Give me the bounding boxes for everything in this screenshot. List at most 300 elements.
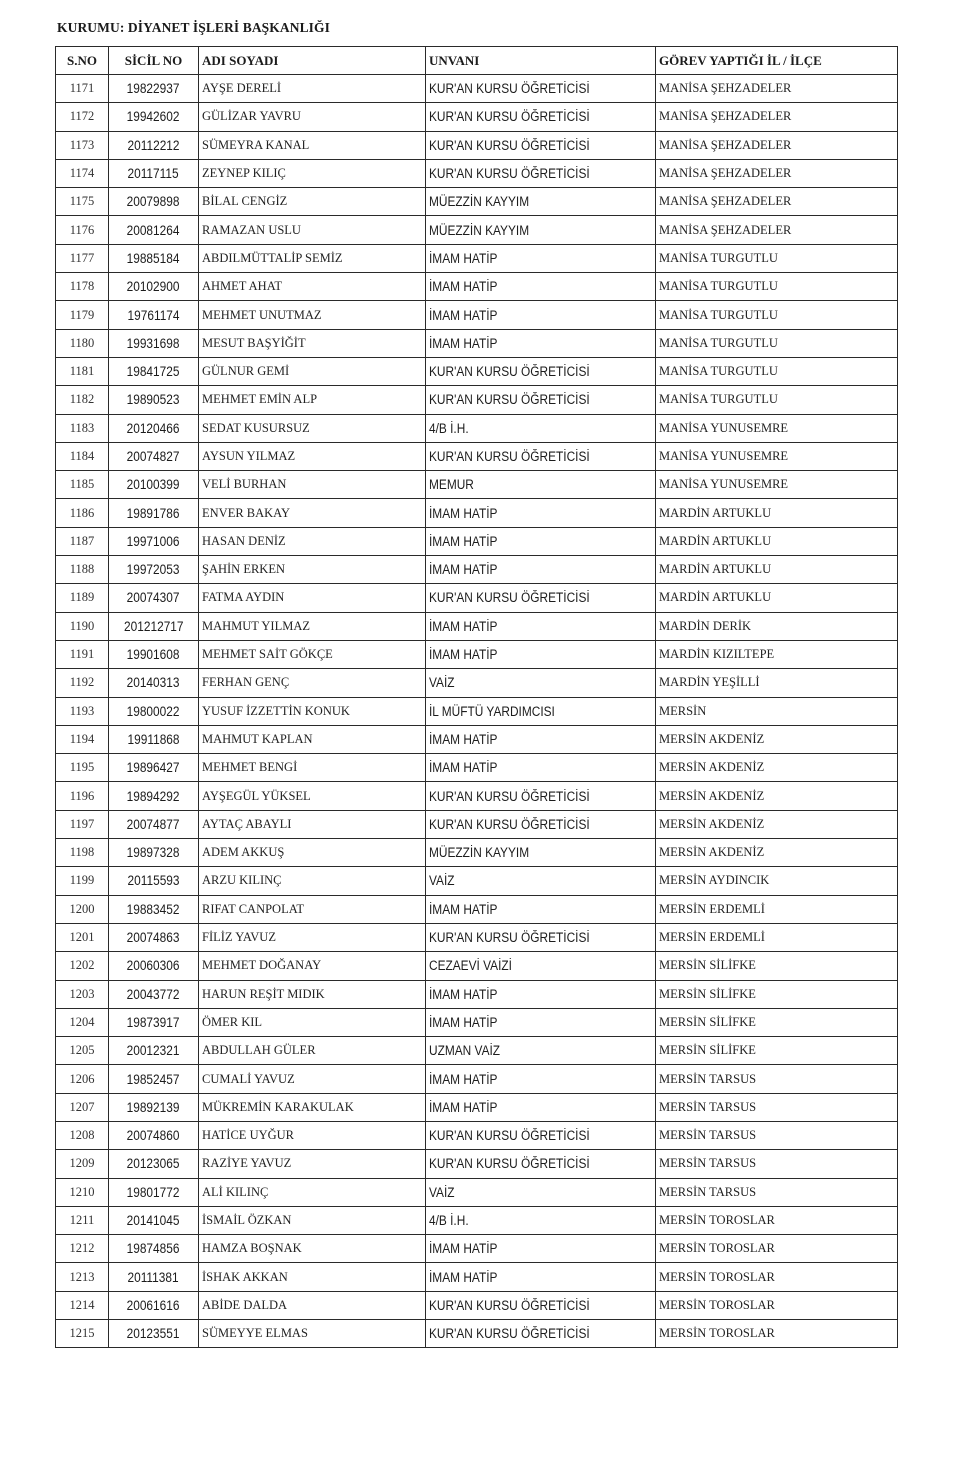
cell-sno: 1202 bbox=[56, 952, 109, 980]
cell-sicil-no-text: 20074863 bbox=[127, 930, 180, 946]
cell-unvani bbox=[426, 725, 656, 753]
cell-gorev-yeri: MARDİN YEŞİLLİ bbox=[656, 669, 898, 697]
cell-gorev-yeri: MERSİN TOROSLAR bbox=[656, 1291, 898, 1319]
table-row bbox=[56, 216, 898, 244]
cell-unvani-text: MEMUR bbox=[429, 477, 474, 493]
cell-sicil-no-text: 19841725 bbox=[127, 364, 180, 380]
cell-unvani bbox=[426, 442, 656, 470]
cell-unvani-text: MÜEZZİN KAYYIM bbox=[429, 194, 530, 210]
cell-sicil-no bbox=[109, 895, 199, 923]
cell-sicil-no-text: 201212717 bbox=[123, 618, 184, 634]
cell-sno: 1175 bbox=[56, 188, 109, 216]
cell-sicil-no-text: 20074307 bbox=[127, 590, 180, 606]
cell-sicil-no-text: 19852457 bbox=[127, 1071, 180, 1087]
cell-adi-soyadi: RAMAZAN USLU bbox=[199, 216, 426, 244]
cell-unvani-text: VAİZ bbox=[429, 1184, 455, 1200]
cell-unvani bbox=[426, 867, 656, 895]
cell-sno: 1200 bbox=[56, 895, 109, 923]
cell-sicil-no-text: 20074877 bbox=[127, 816, 180, 832]
table-header-row bbox=[56, 47, 898, 75]
cell-sicil-no bbox=[109, 273, 199, 301]
cell-sno: 1180 bbox=[56, 329, 109, 357]
cell-unvani-text: İMAM HATİP bbox=[429, 335, 498, 351]
cell-adi-soyadi: BİLAL CENGİZ bbox=[199, 188, 426, 216]
cell-sno: 1198 bbox=[56, 839, 109, 867]
cell-unvani-text: KUR'AN KURSU ÖĞRETİCİSİ bbox=[429, 1128, 590, 1144]
cell-unvani bbox=[426, 159, 656, 187]
header-gorev-yeri: GÖREV YAPTIĞI İL / İLÇE bbox=[656, 47, 898, 75]
cell-adi-soyadi: ZEYNEP KILIÇ bbox=[199, 159, 426, 187]
table-row bbox=[56, 75, 898, 103]
cell-gorev-yeri: MERSİN TARSUS bbox=[656, 1178, 898, 1206]
cell-unvani-text: KUR'AN KURSU ÖĞRETİCİSİ bbox=[429, 166, 590, 182]
cell-sno: 1183 bbox=[56, 414, 109, 442]
cell-gorev-yeri: MANİSA ŞEHZADELER bbox=[656, 188, 898, 216]
cell-sicil-no-text: 20141045 bbox=[127, 1213, 180, 1229]
table-row bbox=[56, 442, 898, 470]
cell-gorev-yeri: MARDİN ARTUKLU bbox=[656, 556, 898, 584]
cell-adi-soyadi: MAHMUT YILMAZ bbox=[199, 612, 426, 640]
cell-sno: 1196 bbox=[56, 782, 109, 810]
cell-gorev-yeri: MERSİN SİLİFKE bbox=[656, 1037, 898, 1065]
cell-sicil-no bbox=[109, 612, 199, 640]
cell-unvani bbox=[426, 1263, 656, 1291]
cell-unvani-text: KUR'AN KURSU ÖĞRETİCİSİ bbox=[429, 449, 590, 464]
header-sno: S.NO bbox=[56, 47, 109, 75]
cell-adi-soyadi: AHMET AHAT bbox=[199, 273, 426, 301]
cell-unvani-text: İMAM HATİP bbox=[429, 307, 498, 323]
cell-unvani bbox=[426, 612, 656, 640]
cell-sicil-no-text: 20140313 bbox=[127, 675, 180, 691]
table-row bbox=[56, 1037, 898, 1065]
cell-sno: 1192 bbox=[56, 669, 109, 697]
cell-sno: 1182 bbox=[56, 386, 109, 414]
cell-adi-soyadi: MEHMET DOĞANAY bbox=[199, 952, 426, 980]
table-row bbox=[56, 669, 898, 697]
table-row bbox=[56, 1150, 898, 1178]
cell-unvani-text: VAİZ bbox=[429, 675, 455, 691]
cell-unvani-text: KUR'AN KURSU ÖĞRETİCİSİ bbox=[429, 392, 590, 408]
cell-gorev-yeri: MANİSA TURGUTLU bbox=[656, 357, 898, 385]
cell-adi-soyadi: MEHMET UNUTMAZ bbox=[199, 301, 426, 329]
cell-sicil-no-text: 19901608 bbox=[127, 647, 180, 663]
cell-sicil-no-text: 19891786 bbox=[127, 505, 180, 521]
cell-sicil-no bbox=[109, 244, 199, 272]
cell-gorev-yeri: MARDİN ARTUKLU bbox=[656, 584, 898, 612]
cell-adi-soyadi: VELİ BURHAN bbox=[199, 471, 426, 499]
cell-gorev-yeri: MANİSA TURGUTLU bbox=[656, 301, 898, 329]
cell-sno: 1215 bbox=[56, 1320, 109, 1348]
cell-adi-soyadi: CUMALİ YAVUZ bbox=[199, 1065, 426, 1093]
cell-unvani bbox=[426, 188, 656, 216]
cell-unvani bbox=[426, 471, 656, 499]
cell-unvani-text: KUR'AN KURSU ÖĞRETİCİSİ bbox=[429, 816, 590, 832]
cell-adi-soyadi: ALİ KILINÇ bbox=[199, 1178, 426, 1206]
cell-sicil-no-text: 19801772 bbox=[127, 1184, 180, 1200]
cell-sno: 1190 bbox=[56, 612, 109, 640]
cell-adi-soyadi: AYŞE DERELİ bbox=[199, 75, 426, 103]
cell-gorev-yeri: MERSİN TOROSLAR bbox=[656, 1263, 898, 1291]
cell-sno: 1206 bbox=[56, 1065, 109, 1093]
cell-gorev-yeri: MANİSA YUNUSEMRE bbox=[656, 442, 898, 470]
cell-unvani-text: İMAM HATİP bbox=[429, 562, 498, 578]
table-row bbox=[56, 867, 898, 895]
cell-sno: 1201 bbox=[56, 923, 109, 951]
cell-unvani bbox=[426, 1178, 656, 1206]
cell-adi-soyadi: İSHAK AKKAN bbox=[199, 1263, 426, 1291]
cell-sno: 1191 bbox=[56, 640, 109, 668]
table-row bbox=[56, 1065, 898, 1093]
cell-sicil-no bbox=[109, 669, 199, 697]
cell-adi-soyadi: FATMA AYDIN bbox=[199, 584, 426, 612]
cell-sicil-no bbox=[109, 1178, 199, 1206]
cell-sno: 1211 bbox=[56, 1206, 109, 1234]
cell-adi-soyadi: İSMAİL ÖZKAN bbox=[199, 1206, 426, 1234]
cell-adi-soyadi: YUSUF İZZETTİN KONUK bbox=[199, 697, 426, 725]
cell-sicil-no bbox=[109, 1263, 199, 1291]
cell-unvani bbox=[426, 414, 656, 442]
cell-gorev-yeri: MERSİN AKDENİZ bbox=[656, 754, 898, 782]
cell-sno: 1174 bbox=[56, 159, 109, 187]
cell-gorev-yeri: MERSİN ERDEMLİ bbox=[656, 923, 898, 951]
cell-sno: 1193 bbox=[56, 697, 109, 725]
cell-adi-soyadi: HAMZA BOŞNAK bbox=[199, 1235, 426, 1263]
cell-sno: 1177 bbox=[56, 244, 109, 272]
cell-sno: 1210 bbox=[56, 1178, 109, 1206]
cell-unvani bbox=[426, 1320, 656, 1348]
cell-sicil-no-text: 20074860 bbox=[127, 1128, 180, 1144]
cell-gorev-yeri: MANİSA TURGUTLU bbox=[656, 386, 898, 414]
cell-unvani bbox=[426, 1291, 656, 1319]
cell-unvani bbox=[426, 980, 656, 1008]
cell-gorev-yeri: MERSİN AKDENİZ bbox=[656, 839, 898, 867]
cell-adi-soyadi: SÜMEYRA KANAL bbox=[199, 131, 426, 159]
cell-unvani bbox=[426, 1121, 656, 1149]
table-row bbox=[56, 273, 898, 301]
cell-sicil-no-text: 19883452 bbox=[127, 901, 180, 917]
cell-adi-soyadi: FİLİZ YAVUZ bbox=[199, 923, 426, 951]
cell-gorev-yeri: MARDİN ARTUKLU bbox=[656, 499, 898, 527]
cell-sicil-no bbox=[109, 301, 199, 329]
cell-gorev-yeri: MERSİN TOROSLAR bbox=[656, 1320, 898, 1348]
cell-sno: 1184 bbox=[56, 442, 109, 470]
cell-sicil-no bbox=[109, 442, 199, 470]
cell-sicil-no bbox=[109, 725, 199, 753]
cell-unvani-text: İMAM HATİP bbox=[429, 1071, 498, 1087]
cell-sicil-no-text: 19897328 bbox=[127, 845, 180, 861]
cell-unvani bbox=[426, 1093, 656, 1121]
table-row bbox=[56, 301, 898, 329]
cell-gorev-yeri: MANİSA TURGUTLU bbox=[656, 273, 898, 301]
table-row bbox=[56, 810, 898, 838]
cell-adi-soyadi: ARZU KILINÇ bbox=[199, 867, 426, 895]
cell-sno: 1189 bbox=[56, 584, 109, 612]
cell-gorev-yeri: MERSİN ERDEMLİ bbox=[656, 895, 898, 923]
cell-sno: 1207 bbox=[56, 1093, 109, 1121]
cell-gorev-yeri: MERSİN TARSUS bbox=[656, 1065, 898, 1093]
cell-sicil-no-text: 19911868 bbox=[127, 731, 180, 747]
cell-sicil-no-text: 19896427 bbox=[127, 760, 180, 776]
cell-adi-soyadi: ADEM AKKUŞ bbox=[199, 839, 426, 867]
cell-unvani-text: KUR'AN KURSU ÖĞRETİCİSİ bbox=[429, 590, 590, 606]
cell-unvani-text: İMAM HATİP bbox=[429, 250, 498, 266]
cell-sicil-no bbox=[109, 188, 199, 216]
cell-unvani bbox=[426, 1150, 656, 1178]
cell-unvani bbox=[426, 1235, 656, 1263]
cell-sicil-no bbox=[109, 527, 199, 555]
header-sicil-no: SİCİL NO bbox=[109, 47, 199, 75]
cell-unvani bbox=[426, 895, 656, 923]
table-row bbox=[56, 357, 898, 385]
cell-sicil-no bbox=[109, 75, 199, 103]
cell-adi-soyadi: MEHMET BENGİ bbox=[199, 754, 426, 782]
table-row bbox=[56, 725, 898, 753]
table-row bbox=[56, 556, 898, 584]
table-row bbox=[56, 159, 898, 187]
cell-gorev-yeri: MERSİN AKDENİZ bbox=[656, 810, 898, 838]
cell-unvani bbox=[426, 103, 656, 131]
table-row bbox=[56, 1093, 898, 1121]
cell-sicil-no-text: 19822937 bbox=[127, 81, 180, 97]
cell-sno: 1209 bbox=[56, 1150, 109, 1178]
cell-gorev-yeri: MERSİN AYDINCIK bbox=[656, 867, 898, 895]
cell-sicil-no-text: 19890523 bbox=[127, 392, 180, 408]
cell-sicil-no bbox=[109, 810, 199, 838]
cell-sicil-no-text: 20115593 bbox=[127, 873, 180, 889]
cell-unvani-text: MÜEZZİN KAYYIM bbox=[429, 845, 530, 861]
table-row bbox=[56, 527, 898, 555]
cell-sicil-no bbox=[109, 980, 199, 1008]
cell-gorev-yeri: MERSİN SİLİFKE bbox=[656, 1008, 898, 1036]
cell-unvani-text: İMAM HATİP bbox=[429, 279, 498, 295]
cell-unvani-text: İMAM HATİP bbox=[429, 618, 498, 634]
cell-gorev-yeri: MANİSA ŞEHZADELER bbox=[656, 103, 898, 131]
cell-gorev-yeri: MANİSA ŞEHZADELER bbox=[656, 75, 898, 103]
cell-gorev-yeri: MERSİN AKDENİZ bbox=[656, 725, 898, 753]
cell-gorev-yeri: MANİSA YUNUSEMRE bbox=[656, 471, 898, 499]
cell-sicil-no bbox=[109, 697, 199, 725]
cell-unvani-text: KUR'AN KURSU ÖĞRETİCİSİ bbox=[429, 364, 590, 380]
cell-sicil-no-text: 20123551 bbox=[127, 1326, 180, 1342]
cell-adi-soyadi: MAHMUT KAPLAN bbox=[199, 725, 426, 753]
cell-adi-soyadi: FERHAN GENÇ bbox=[199, 669, 426, 697]
cell-adi-soyadi: ENVER BAKAY bbox=[199, 499, 426, 527]
cell-sicil-no bbox=[109, 754, 199, 782]
cell-unvani-text: VAİZ bbox=[429, 873, 455, 889]
cell-sno: 1214 bbox=[56, 1291, 109, 1319]
table-row bbox=[56, 1178, 898, 1206]
cell-sicil-no-text: 20079898 bbox=[127, 194, 180, 210]
cell-adi-soyadi: SEDAT KUSURSUZ bbox=[199, 414, 426, 442]
table-row bbox=[56, 103, 898, 131]
cell-unvani-text: KUR'AN KURSU ÖĞRETİCİSİ bbox=[429, 1326, 590, 1342]
cell-unvani-text: İMAM HATİP bbox=[429, 533, 498, 549]
cell-sno: 1185 bbox=[56, 471, 109, 499]
cell-unvani bbox=[426, 499, 656, 527]
cell-sno: 1188 bbox=[56, 556, 109, 584]
cell-adi-soyadi: ABDULLAH GÜLER bbox=[199, 1037, 426, 1065]
cell-unvani-text: İMAM HATİP bbox=[429, 1241, 498, 1257]
cell-sicil-no bbox=[109, 216, 199, 244]
cell-unvani bbox=[426, 839, 656, 867]
cell-unvani-text: 4/B İ.H. bbox=[429, 1213, 469, 1229]
cell-sicil-no-text: 20100399 bbox=[127, 477, 180, 493]
cell-sicil-no bbox=[109, 1291, 199, 1319]
cell-adi-soyadi: HASAN DENİZ bbox=[199, 527, 426, 555]
cell-sicil-no-text: 20061616 bbox=[127, 1297, 180, 1313]
cell-unvani-text: KUR'AN KURSU ÖĞRETİCİSİ bbox=[429, 81, 590, 97]
cell-unvani bbox=[426, 273, 656, 301]
cell-adi-soyadi: AYŞEGÜL YÜKSEL bbox=[199, 782, 426, 810]
table-row bbox=[56, 244, 898, 272]
cell-gorev-yeri: MARDİN ARTUKLU bbox=[656, 527, 898, 555]
cell-sicil-no-text: 19800022 bbox=[127, 703, 180, 719]
cell-adi-soyadi: MESUT BAŞYİĞİT bbox=[199, 329, 426, 357]
cell-sicil-no bbox=[109, 952, 199, 980]
cell-unvani bbox=[426, 669, 656, 697]
table-row bbox=[56, 754, 898, 782]
cell-unvani-text: İMAM HATİP bbox=[429, 760, 498, 776]
cell-sicil-no bbox=[109, 923, 199, 951]
cell-adi-soyadi: GÜLİZAR YAVRU bbox=[199, 103, 426, 131]
cell-adi-soyadi: RIFAT CANPOLAT bbox=[199, 895, 426, 923]
cell-adi-soyadi: MÜKREMİN KARAKULAK bbox=[199, 1093, 426, 1121]
table-row bbox=[56, 131, 898, 159]
cell-sicil-no-text: 20102900 bbox=[127, 279, 180, 295]
table-row bbox=[56, 386, 898, 414]
cell-gorev-yeri: MERSİN TARSUS bbox=[656, 1150, 898, 1178]
cell-adi-soyadi: RAZİYE YAVUZ bbox=[199, 1150, 426, 1178]
table-row bbox=[56, 1235, 898, 1263]
cell-sicil-no bbox=[109, 357, 199, 385]
cell-sno: 1172 bbox=[56, 103, 109, 131]
table-row bbox=[56, 584, 898, 612]
cell-sicil-no bbox=[109, 103, 199, 131]
cell-unvani-text: İL MÜFTÜ YARDIMCISI bbox=[429, 703, 555, 719]
table-row bbox=[56, 1121, 898, 1149]
cell-gorev-yeri: MERSİN SİLİFKE bbox=[656, 980, 898, 1008]
cell-gorev-yeri: MANİSA ŞEHZADELER bbox=[656, 159, 898, 187]
cell-gorev-yeri: MERSİN TOROSLAR bbox=[656, 1235, 898, 1263]
table-row bbox=[56, 839, 898, 867]
cell-unvani bbox=[426, 329, 656, 357]
table-row bbox=[56, 952, 898, 980]
cell-gorev-yeri: MERSİN SİLİFKE bbox=[656, 952, 898, 980]
cell-sicil-no bbox=[109, 867, 199, 895]
cell-sno: 1208 bbox=[56, 1121, 109, 1149]
cell-sicil-no bbox=[109, 329, 199, 357]
cell-unvani-text: KUR'AN KURSU ÖĞRETİCİSİ bbox=[429, 930, 590, 946]
cell-unvani-text: İMAM HATİP bbox=[429, 986, 498, 1002]
cell-unvani-text: İMAM HATİP bbox=[429, 647, 498, 663]
cell-sicil-no bbox=[109, 1065, 199, 1093]
cell-adi-soyadi: GÜLNUR GEMİ bbox=[199, 357, 426, 385]
cell-sicil-no-text: 19971006 bbox=[127, 533, 180, 549]
cell-adi-soyadi: AYSUN YILMAZ bbox=[199, 442, 426, 470]
cell-sicil-no bbox=[109, 839, 199, 867]
cell-sicil-no-text: 20111381 bbox=[127, 1269, 180, 1285]
cell-unvani bbox=[426, 527, 656, 555]
cell-sno: 1204 bbox=[56, 1008, 109, 1036]
cell-gorev-yeri: MERSİN TARSUS bbox=[656, 1093, 898, 1121]
cell-unvani bbox=[426, 640, 656, 668]
cell-unvani-text: MÜEZZİN KAYYIM bbox=[429, 222, 530, 238]
cell-sno: 1212 bbox=[56, 1235, 109, 1263]
cell-sno: 1173 bbox=[56, 131, 109, 159]
table-row bbox=[56, 640, 898, 668]
header-unvani: UNVANI bbox=[426, 47, 656, 75]
cell-sicil-no-text: 19972053 bbox=[127, 562, 180, 578]
cell-unvani bbox=[426, 75, 656, 103]
cell-unvani bbox=[426, 810, 656, 838]
cell-gorev-yeri: MANİSA TURGUTLU bbox=[656, 329, 898, 357]
cell-unvani bbox=[426, 301, 656, 329]
cell-unvani-text: İMAM HATİP bbox=[429, 1014, 498, 1030]
cell-sicil-no-text: 20074827 bbox=[127, 449, 180, 464]
cell-sicil-no-text: 20112212 bbox=[127, 137, 180, 153]
cell-sicil-no bbox=[109, 414, 199, 442]
cell-adi-soyadi: SÜMEYYE ELMAS bbox=[199, 1320, 426, 1348]
cell-sno: 1203 bbox=[56, 980, 109, 1008]
cell-unvani bbox=[426, 697, 656, 725]
cell-sno: 1197 bbox=[56, 810, 109, 838]
cell-sicil-no-text: 19874856 bbox=[127, 1241, 180, 1257]
cell-sicil-no-text: 19885184 bbox=[127, 250, 180, 266]
cell-gorev-yeri: MERSİN TARSUS bbox=[656, 1121, 898, 1149]
cell-adi-soyadi: HATİCE UYĞUR bbox=[199, 1121, 426, 1149]
table-row bbox=[56, 697, 898, 725]
table-row bbox=[56, 1206, 898, 1234]
cell-unvani-text: 4/B İ.H. bbox=[429, 420, 469, 436]
cell-sicil-no-text: 19942602 bbox=[127, 109, 180, 125]
table-row bbox=[56, 414, 898, 442]
cell-unvani-text: İMAM HATİP bbox=[429, 731, 498, 747]
cell-sicil-no bbox=[109, 556, 199, 584]
table-row bbox=[56, 1263, 898, 1291]
cell-unvani bbox=[426, 782, 656, 810]
cell-adi-soyadi: ABİDE DALDA bbox=[199, 1291, 426, 1319]
cell-sicil-no-text: 19894292 bbox=[127, 788, 180, 804]
cell-unvani bbox=[426, 357, 656, 385]
cell-unvani bbox=[426, 386, 656, 414]
cell-sicil-no-text: 20060306 bbox=[127, 958, 180, 974]
cell-sno: 1187 bbox=[56, 527, 109, 555]
table-body bbox=[56, 75, 898, 1348]
cell-unvani-text: KUR'AN KURSU ÖĞRETİCİSİ bbox=[429, 109, 590, 125]
cell-adi-soyadi: MEHMET EMİN ALP bbox=[199, 386, 426, 414]
cell-unvani bbox=[426, 131, 656, 159]
cell-unvani bbox=[426, 584, 656, 612]
cell-unvani bbox=[426, 1008, 656, 1036]
cell-sicil-no bbox=[109, 1206, 199, 1234]
cell-sicil-no bbox=[109, 1320, 199, 1348]
cell-gorev-yeri: MERSİN bbox=[656, 697, 898, 725]
cell-sicil-no bbox=[109, 159, 199, 187]
cell-sicil-no bbox=[109, 1008, 199, 1036]
cell-sno: 1176 bbox=[56, 216, 109, 244]
cell-sicil-no-text: 19892139 bbox=[127, 1099, 180, 1115]
cell-gorev-yeri: MERSİN AKDENİZ bbox=[656, 782, 898, 810]
cell-sno: 1181 bbox=[56, 357, 109, 385]
cell-gorev-yeri: MARDİN KIZILTEPE bbox=[656, 640, 898, 668]
cell-adi-soyadi: AYTAÇ ABAYLI bbox=[199, 810, 426, 838]
cell-sicil-no bbox=[109, 1121, 199, 1149]
cell-unvani-text: İMAM HATİP bbox=[429, 901, 498, 917]
cell-sno: 1178 bbox=[56, 273, 109, 301]
table-row bbox=[56, 188, 898, 216]
cell-sicil-no-text: 20012321 bbox=[127, 1043, 180, 1059]
cell-unvani-text: CEZAEVİ VAİZİ bbox=[429, 958, 512, 974]
